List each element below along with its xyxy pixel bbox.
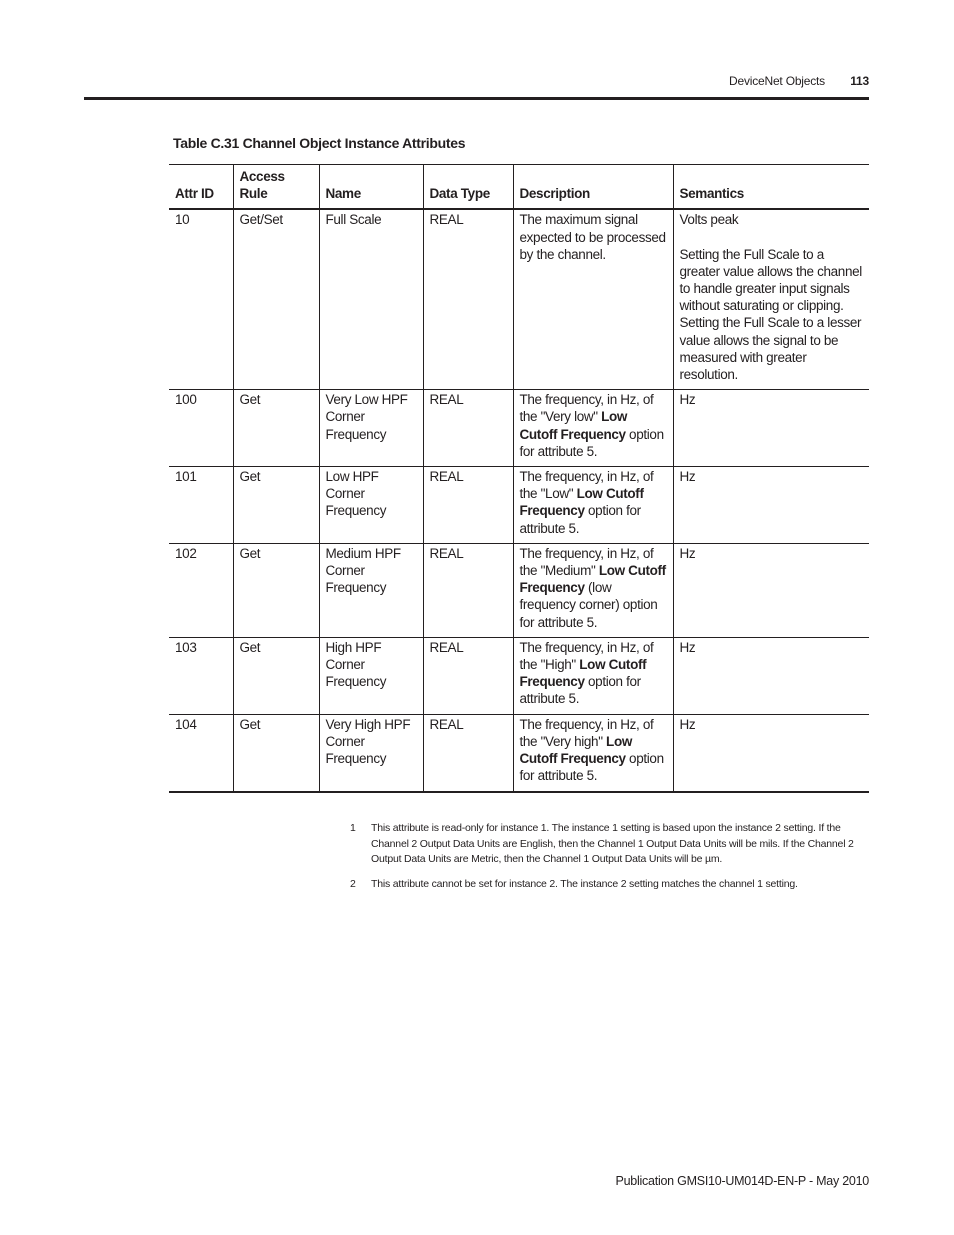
semantics-cell — [673, 714, 869, 791]
attr-id-cell: 101 — [169, 467, 233, 544]
table-row — [169, 714, 869, 791]
column-header: Name — [319, 165, 423, 210]
footnote — [350, 877, 865, 893]
description-cell — [513, 467, 673, 544]
semantics-primary: Hz — [679, 639, 696, 655]
description-emphasis: Low Cutoff Frequency — [519, 486, 644, 519]
access-rule-cell: Get — [233, 467, 319, 544]
access-rule-cell: Get — [233, 543, 319, 637]
semantics-cell — [673, 467, 869, 544]
semantics-primary: Volts peak — [679, 212, 739, 228]
semantics-cell — [673, 637, 869, 714]
semantics-cell — [673, 543, 869, 637]
table-body — [169, 209, 869, 791]
attr-id-cell: 10 — [169, 209, 233, 389]
publication-footer: Publication GMSI10-UM014D-EN-P - May 2010 — [615, 1174, 869, 1188]
semantics-primary: Hz — [679, 545, 696, 561]
description-emphasis: Low Cutoff Frequency — [519, 657, 647, 690]
description-emphasis: Low Cutoff Frequency — [519, 409, 628, 442]
name-cell: Full Scale — [319, 209, 423, 389]
column-header: Attr ID — [169, 165, 233, 210]
semantics-primary: Hz — [679, 469, 696, 485]
footnote-text: This attribute cannot be set for instance 2. The instance 2 setting matches the channel 1 setting. — [371, 877, 798, 890]
description-cell — [513, 543, 673, 637]
name-cell: Low HPF Corner Frequency — [319, 467, 423, 544]
page-header — [84, 74, 869, 92]
footnote-number: 1 — [350, 822, 356, 834]
access-rule-cell: Get — [233, 637, 319, 714]
description-cell — [513, 390, 673, 467]
description-text: The frequency, in Hz, of the "Low" — [519, 469, 654, 502]
table-header-row — [169, 165, 869, 210]
attr-id-cell: 103 — [169, 637, 233, 714]
semantics-cell — [673, 209, 869, 389]
name-cell: High HPF Corner Frequency — [319, 637, 423, 714]
access-rule-cell: Get/Set — [233, 209, 319, 389]
description-text: The frequency, in Hz, of the "Very low" — [519, 392, 654, 425]
data-type-cell: REAL — [423, 637, 513, 714]
description-text: The maximum signal expected to be processed by the channel. — [519, 212, 666, 262]
table-row — [169, 390, 869, 467]
column-header: Semantics — [673, 165, 869, 210]
data-type-cell: REAL — [423, 543, 513, 637]
attr-id-cell: 102 — [169, 543, 233, 637]
name-cell: Medium HPF Corner Frequency — [319, 543, 423, 637]
column-header: Access Rule — [233, 165, 319, 210]
description-text: option for attribute 5. — [519, 674, 641, 707]
description-text: The frequency, in Hz, of the "Medium" — [519, 545, 654, 579]
table-row — [169, 209, 869, 389]
header-rule — [84, 97, 869, 100]
semantics-cell — [673, 390, 869, 467]
description-text: option for attribute 5. — [519, 426, 664, 459]
semantics-primary: Hz — [679, 392, 696, 408]
description-text: The frequency, in Hz, of the "Very high" — [519, 716, 654, 749]
column-header: Description — [513, 165, 673, 210]
description-text: option for attribute 5. — [519, 751, 664, 784]
description-text: (low frequency corner) option for attribute 5. — [519, 580, 658, 630]
description-emphasis: Low Cutoff Frequency — [519, 733, 632, 767]
semantics-detail: Setting the Full Scale to a greater value allows the channel to handle greater input signals without saturating or clipping. Setting the Full Scale to a lesser value allows the signal to be measured with greater resolution. — [679, 246, 862, 383]
access-rule-cell: Get — [233, 714, 319, 791]
description-cell — [513, 714, 673, 791]
semantics-gap — [680, 229, 864, 246]
table-title: Table C.31 Channel Object Instance Attributes — [173, 135, 466, 151]
table-row — [169, 637, 869, 714]
description-emphasis: Low Cutoff Frequency — [519, 563, 666, 596]
description-cell — [513, 209, 673, 389]
name-cell: Very Low HPF Corner Frequency — [319, 390, 423, 467]
footnote — [350, 821, 865, 868]
footnote-number: 2 — [350, 877, 356, 890]
column-header: Data Type — [423, 165, 513, 210]
footnote-text: This attribute is read-only for instance 1. The instance 1 setting is based upon the instance 2 setting. If the Channel 2 Output Data Units are English, then the Channel 1 Output Data Units will be mils. If the Channel 2 Output Data Units are Metric, then the Channel 1 Output Data Units will be µm. — [371, 822, 854, 865]
description-text: The frequency, in Hz, of the "High" — [519, 639, 654, 673]
data-type-cell: REAL — [423, 390, 513, 467]
data-type-cell: REAL — [423, 714, 513, 791]
page-number: 113 — [850, 74, 869, 88]
description-text: option for attribute 5. — [519, 503, 641, 536]
data-type-cell: REAL — [423, 209, 513, 389]
description-cell — [513, 637, 673, 714]
access-rule-cell: Get — [233, 390, 319, 467]
footnotes — [350, 821, 865, 901]
table-row — [169, 543, 869, 637]
name-cell: Very High HPF Corner Frequency — [319, 714, 423, 791]
section-title: DeviceNet Objects — [729, 74, 825, 88]
data-type-cell: REAL — [423, 467, 513, 544]
attr-id-cell: 104 — [169, 714, 233, 791]
attr-id-cell: 100 — [169, 390, 233, 467]
table-row — [169, 467, 869, 544]
semantics-primary: Hz — [679, 716, 696, 732]
attributes-table — [169, 164, 869, 793]
